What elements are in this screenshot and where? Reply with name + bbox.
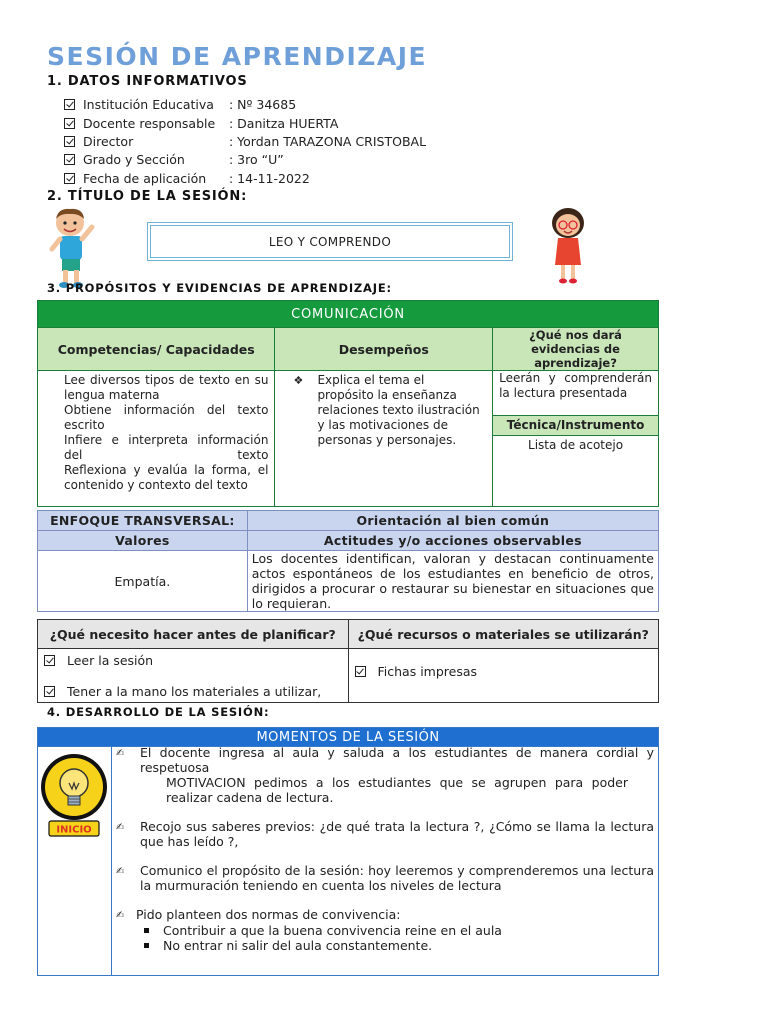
competencia-item: Reflexiona y evalúa la forma, el contenido y contexto del texto xyxy=(64,463,269,492)
actitudes-label: Actitudes y/o acciones observables xyxy=(247,531,658,551)
list-item: No entrar ni salir del aula constantemente. xyxy=(116,938,654,953)
comunicacion-table xyxy=(37,300,659,507)
momentos-table xyxy=(37,727,659,976)
desempeno-text: Explica el tema el propósito la enseñanza relaciones texto ilustración y las motivaciones de personas y personajes. xyxy=(317,373,480,447)
info-row-director: Director : Yordan TARAZONA CRISTOBAL xyxy=(64,132,426,150)
boy-illustration xyxy=(42,205,100,291)
checkbox-icon xyxy=(64,118,75,129)
list-item: Tener a la mano los materiales a utilizar, xyxy=(44,682,342,700)
evidencias-cell xyxy=(493,371,659,507)
info-row-docente: Docente responsable : Danitza HUERTA xyxy=(64,114,338,132)
checkbox-icon xyxy=(64,136,75,147)
quill-icon: ✍ xyxy=(115,866,125,877)
lightbulb-icon xyxy=(38,751,110,841)
inicio-content xyxy=(111,747,658,976)
enfoque-value: Orientación al bien común xyxy=(247,511,658,531)
checkbox-icon xyxy=(64,154,75,165)
list-item: ✍ Recojo sus saberes previos: ¿de qué trata la lectura ?, ¿Cómo se llama la lectura que has leído ?, xyxy=(115,819,654,849)
list-item: Leer la sesión xyxy=(44,651,342,669)
info-row-fecha: Fecha de aplicación : 14-11-2022 xyxy=(64,169,310,187)
section-titulo-sesion: 2. TÍTULO DE LA SESIÓN: xyxy=(47,189,248,204)
competencia-item: Obtiene información del texto escrito xyxy=(64,403,269,432)
page-title: SESIÓN DE APRENDIZAJE xyxy=(47,42,428,71)
session-title-box xyxy=(147,222,513,261)
col-competencias: Competencias/ Capacidades xyxy=(38,328,275,371)
competencias-cell xyxy=(38,371,275,507)
section-desarrollo: 4. DESARROLLO DE LA SESIÓN: xyxy=(47,705,270,719)
evidencia-text: Leerán y comprenderán la lectura presentada xyxy=(499,371,652,400)
list-item: Contribuir a que la buena convivencia reine en el aula xyxy=(116,923,654,938)
valor-cell: Empatía. xyxy=(38,551,248,612)
list-item: ✍ El docente ingresa al aula y saluda a los estudiantes de manera cordial y respetuosa xyxy=(115,745,654,775)
list-item: ✍ Pido planteen dos normas de convivencia: xyxy=(115,907,401,922)
diamond-bullet-icon: ❖ xyxy=(293,374,304,387)
col-desempenos: Desempeños xyxy=(275,328,493,371)
planificar-header: ¿Qué necesito hacer antes de planificar? xyxy=(38,620,349,649)
valores-label: Valores xyxy=(38,531,248,551)
quill-icon: ✍ xyxy=(115,748,125,759)
planificar-table xyxy=(37,619,659,703)
session-title: LEO Y COMPRENDO xyxy=(150,225,510,258)
inicio-label: INICIO xyxy=(56,824,92,836)
instrumento-text: Lista de acotejo xyxy=(528,438,624,452)
recursos-header: ¿Qué recursos o materiales se utilizarán? xyxy=(348,620,659,649)
section-propositos: 3. PROPÓSITOS Y EVIDENCIAS DE APRENDIZAJE: xyxy=(47,281,392,295)
actitud-cell: Los docentes identifican, valoran y destacan continuamente actos espontáneos de los estudiantes en beneficio de otros, dirigidos a procurar o restaurar su bienestar en situaciones que lo requieran. xyxy=(247,551,658,612)
info-row-institucion: Institución Educativa : Nº 34685 xyxy=(64,95,296,113)
checkbox-icon xyxy=(44,655,55,666)
inicio-cell xyxy=(38,747,112,976)
motivacion-text: MOTIVACION pedimos a los estudiantes que se agrupen para poder realizar cadena de lectura. xyxy=(165,775,628,805)
info-row-grado: Grado y Sección : 3ro “U” xyxy=(64,150,284,168)
competencia-item: Infiere e interpreta información del texto xyxy=(64,433,269,462)
recursos-cell xyxy=(348,649,659,703)
checkbox-icon xyxy=(44,686,55,697)
planificar-cell xyxy=(38,649,349,703)
col-evidencias: ¿Qué nos dará evidencias de aprendizaje? xyxy=(493,328,659,371)
checkbox-icon xyxy=(64,173,75,184)
competencia-item: Lee diversos tipos de texto en su lengua materna xyxy=(64,373,269,402)
tecnica-label: Técnica/Instrumento xyxy=(493,415,658,436)
girl-illustration xyxy=(543,205,593,285)
momentos-header: MOMENTOS DE LA SESIÓN xyxy=(38,728,659,747)
desempeno-cell xyxy=(275,371,493,507)
list-item: Fichas impresas xyxy=(355,664,653,679)
list-item: ✍ Comunico el propósito de la sesión: hoy leeremos y comprenderemos una lectura la murmuración teniendo en cuenta los niveles de lectura xyxy=(115,863,654,893)
checkbox-icon xyxy=(64,99,75,110)
square-bullet-icon xyxy=(144,928,149,933)
quill-icon: ✍ xyxy=(115,910,125,921)
section-datos-informativos: 1. DATOS INFORMATIVOS xyxy=(47,74,248,89)
enfoque-table xyxy=(37,510,659,612)
square-bullet-icon xyxy=(144,943,149,948)
quill-icon: ✍ xyxy=(115,822,125,833)
enfoque-label: ENFOQUE TRANSVERSAL: xyxy=(38,511,248,531)
checkbox-icon xyxy=(355,666,366,677)
comunicacion-header: COMUNICACIÓN xyxy=(38,301,659,328)
